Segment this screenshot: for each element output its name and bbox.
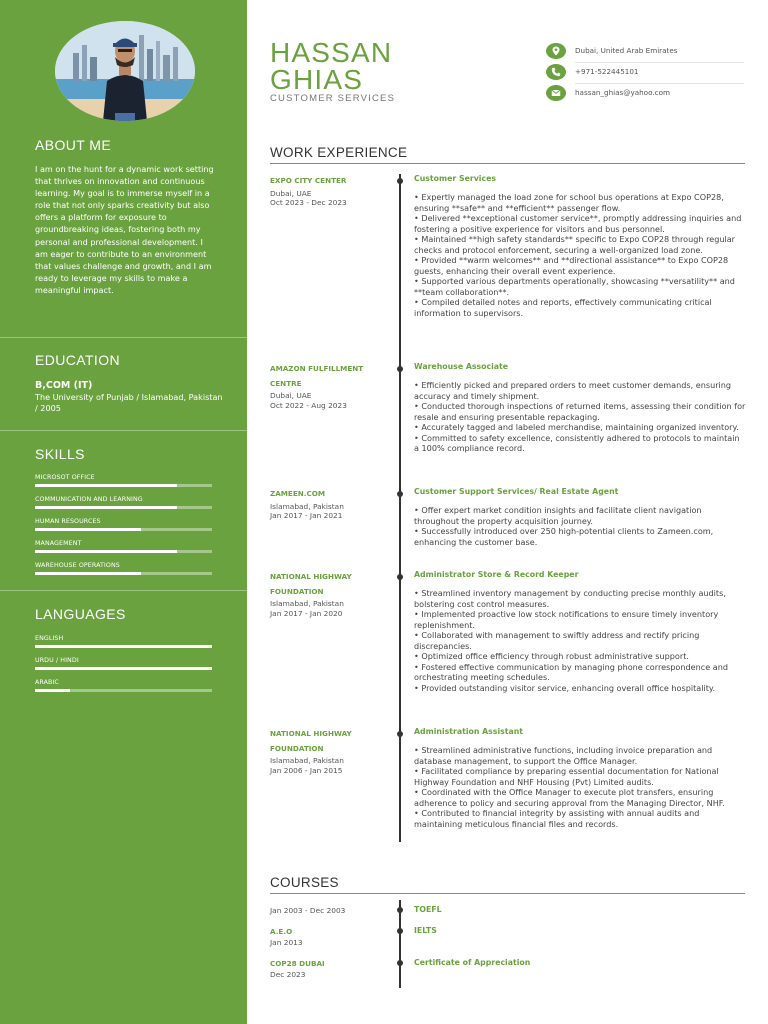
- job-bullet: • Streamlined inventory management by conducting precise monthly audits, bolstering cost control measures.: [414, 588, 726, 609]
- timeline-dot: [397, 731, 403, 737]
- divider: [0, 337, 247, 338]
- job-title: Customer Services: [414, 174, 497, 183]
- language-bar: [35, 689, 212, 692]
- skill-name: COMMUNICATION AND LEARNING: [35, 496, 143, 503]
- section-rule: [270, 163, 745, 164]
- language-bar: [35, 645, 212, 648]
- language-item: [35, 679, 212, 692]
- skill-name: MANAGEMENT: [35, 540, 82, 547]
- mail-icon: [546, 85, 566, 101]
- job-location: Islamabad, Pakistan: [270, 756, 344, 765]
- course-name: IELTS: [414, 926, 437, 935]
- job-location: Dubai, UAE: [270, 188, 312, 198]
- timeline-dot: [397, 907, 403, 913]
- divider: [0, 590, 247, 591]
- skills-heading: SKILLS: [35, 446, 85, 462]
- course-name: Certificate of Appreciation: [414, 958, 531, 967]
- job-company: [270, 362, 388, 410]
- skill-name: WAREHOUSE OPERATIONS: [35, 562, 120, 569]
- job-bullet: • Coordinated with the Office Manager to execute plot transfers, ensuring adherence to policy and securing approval from the Managing Director, NHF.: [414, 787, 725, 808]
- divider: [575, 62, 744, 63]
- job-bullet: • Provided **warm welcomes** and **directional assistance** to Expo COP28 guests, enhancing their overall event experience.: [414, 255, 729, 276]
- sidebar: [0, 0, 247, 1024]
- job-bullet: • Optimized office efficiency through robust administrative support.: [414, 651, 689, 661]
- timeline-dot: [397, 960, 403, 966]
- course-name: TOEFL: [414, 905, 442, 914]
- skill-bar: [35, 484, 212, 487]
- job-description: [414, 192, 747, 318]
- course-dates: Jan 2003 - Dec 2003: [270, 906, 346, 915]
- company-name: AMAZON FULFILLMENT CENTRE: [270, 364, 364, 388]
- job-dates: Jan 2017 - Jan 2021: [270, 511, 343, 520]
- education-institution: The University of Punjab / Islamabad, Pakistan / 2005: [35, 392, 223, 413]
- skill-item: [35, 474, 212, 487]
- course-dates: Jan 2013: [270, 938, 303, 947]
- job-bullet: • Conducted thorough inspections of returned items, assessing their condition for resale and ensuring presentable repackaging.: [414, 401, 746, 422]
- location-pin-icon: [546, 43, 566, 59]
- job-bullet: • Streamlined administrative functions, including invoice preparation and database management, to support the Office Manager.: [414, 745, 713, 766]
- profile-photo: [55, 21, 195, 121]
- about-heading: ABOUT ME: [35, 137, 112, 153]
- skill-item: [35, 540, 212, 553]
- job-dates: Oct 2023 - Dec 2023: [270, 198, 347, 207]
- job-description: [414, 745, 747, 829]
- job-location: Islamabad, Pakistan: [270, 599, 344, 608]
- job-bullet: • Collaborated with management to swiftly address and rectify pricing discrepancies.: [414, 630, 700, 651]
- job-description: [414, 380, 747, 454]
- job-bullet: • Contributed to financial integrity by assisting with annual audits and maintaining meticulous financial files and records.: [414, 808, 700, 829]
- phone-icon: [546, 64, 566, 80]
- course-entry-left: [270, 905, 388, 916]
- skill-bar-fill: [35, 550, 177, 553]
- education-heading: EDUCATION: [35, 352, 121, 368]
- section-rule: [270, 893, 745, 894]
- job-title: Administrator Store & Record Keeper: [414, 570, 579, 579]
- job-bullet: • Successfully introduced over 250 high-potential clients to Zameen.com, enhancing the customer base.: [414, 526, 714, 547]
- skill-bar-fill: [35, 572, 141, 575]
- divider: [575, 83, 744, 84]
- job-dates: Oct 2022 - Aug 2023: [270, 400, 347, 410]
- skill-bar-fill: [35, 528, 141, 531]
- course-dates: Dec 2023: [270, 970, 306, 979]
- job-bullet: • Compiled detailed notes and reports, effectively communicating critical information to supervisors.: [414, 297, 712, 318]
- skill-bar: [35, 506, 212, 509]
- timeline-dot: [397, 178, 403, 184]
- job-company: [270, 570, 388, 618]
- timeline-dot: [397, 491, 403, 497]
- job-description: [414, 588, 747, 693]
- company-name: ZAMEEN.COM: [270, 489, 326, 498]
- job-company: [270, 727, 388, 775]
- timeline-dot: [397, 928, 403, 934]
- contact-location: [546, 43, 744, 63]
- job-bullet: • Offer expert market condition insights and facilitate client navigation throughout the property acquisition journey.: [414, 505, 702, 526]
- education-degree: B,COM (IT): [35, 380, 93, 391]
- work-experience-heading: WORK EXPERIENCE: [270, 145, 408, 160]
- language-bar: [35, 667, 212, 670]
- job-location: Dubai, UAE: [270, 391, 312, 400]
- contact-email-text[interactable]: hassan_ghias@yahoo.com: [575, 88, 670, 97]
- course-institution: COP28 DUBAI: [270, 959, 325, 968]
- first-name: HASSAN: [270, 37, 393, 68]
- about-text: I am on the hunt for a dynamic work setting that thrives on innovation and continuous learning. My goal is to immerse myself in a role that not only sparks creativity but also offers a platform for exposure to groundbreaking ideas, fostering both my personal and professional development. I am eager to contribute to an environment that values challenge and growth, and I am ready to leverage my skills to make a meaningful impact.: [35, 164, 214, 295]
- job-company: [270, 174, 388, 208]
- job-bullet: • Efficiently picked and prepared orders to meet customer demands, ensuring accuracy and timely shipment.: [414, 380, 732, 401]
- job-bullet: • Accurately tagged and labeled merchandise, maintaining organized inventory.: [414, 422, 739, 432]
- job-title: Administration Assistant: [414, 727, 524, 736]
- language-name: ENGLISH: [35, 635, 64, 642]
- skill-name: MICROSOT OFFICE: [35, 474, 95, 481]
- skill-name: HUMAN RESOURCES: [35, 518, 101, 525]
- job-location: Islamabad, Pakistan: [270, 501, 344, 511]
- skill-bar: [35, 550, 212, 553]
- job-bullet: • Facilitated compliance by preparing essential documentation for National Highway Foundation and NHF Housing (Pvt) Limited audits.: [414, 766, 719, 787]
- job-role: CUSTOMER SERVICES: [270, 93, 396, 104]
- contact-email: [546, 85, 744, 105]
- contact-phone-text: +971-522445101: [575, 67, 639, 76]
- courses-timeline: [399, 900, 401, 988]
- skill-bar: [35, 572, 212, 575]
- skill-bar: [35, 528, 212, 531]
- job-description: [414, 505, 747, 547]
- job-bullet: • Supported various departments operationally, showcasing **versatility** and **team collaboration**.: [414, 276, 735, 297]
- timeline-dot: [397, 574, 403, 580]
- job-bullet: • Maintained **high safety standards** specific to Expo COP28 through regular checks and protocol enforcement, securing a well-organized load zone.: [414, 234, 736, 255]
- course-entry-left: [270, 926, 388, 948]
- company-name: NATIONAL HIGHWAY FOUNDATION: [270, 729, 352, 753]
- job-bullet: • Delivered **exceptional customer service**, promptly addressing inquiries and fostering a positive experience for visitors and bus personnel.: [414, 213, 742, 234]
- divider: [0, 430, 247, 431]
- skill-bar-fill: [35, 506, 177, 509]
- contact-phone: [546, 64, 744, 84]
- job-bullet: • Implemented proactive low stock notifications to ensure timely inventory replenishment.: [414, 609, 719, 630]
- courses-heading: COURSES: [270, 875, 339, 890]
- company-name: NATIONAL HIGHWAY FOUNDATION: [270, 572, 352, 596]
- job-dates: Jan 2006 - Jan 2015: [270, 765, 343, 775]
- job-bullet: • Expertly managed the load zone for school bus operations at Expo COP28, ensuring **safe** and **efficient** passenger flow.: [414, 192, 724, 213]
- experience-timeline: [399, 174, 401, 842]
- job-dates: Jan 2017 - Jan 2020: [270, 608, 343, 618]
- timeline-dot: [397, 366, 403, 372]
- job-bullet: • Fostered effective communication by managing phone correspondence and orchestrating meeting schedules.: [414, 661, 728, 682]
- last-name: GHIAS: [270, 64, 364, 95]
- skill-item: [35, 562, 212, 575]
- contact-location-text: Dubai, United Arab Emirates: [575, 46, 678, 55]
- course-institution: A.E.O: [270, 927, 293, 936]
- languages-heading: LANGUAGES: [35, 606, 126, 622]
- language-item: [35, 657, 212, 670]
- job-title: Customer Support Services/ Real Estate Agent: [414, 487, 619, 496]
- job-title: Warehouse Associate: [414, 362, 509, 371]
- job-company: [270, 487, 388, 521]
- language-name: URDU / HINDI: [35, 657, 79, 664]
- language-bar-fill: [35, 689, 70, 692]
- language-bar-fill: [35, 667, 212, 670]
- skill-item: [35, 496, 212, 509]
- job-bullet: • Provided outstanding visitor service, enhancing overall office hospitality.: [414, 682, 716, 693]
- skill-item: [35, 518, 212, 531]
- language-item: [35, 635, 212, 648]
- company-name: EXPO CITY CENTER: [270, 176, 347, 185]
- course-entry-left: [270, 958, 388, 980]
- language-bar-fill: [35, 645, 212, 648]
- job-bullet: • Committed to safety excellence, consistently adhered to protocols to maintain a 100% compliance record.: [414, 432, 740, 453]
- language-name: ARABIC: [35, 679, 59, 686]
- skill-bar-fill: [35, 484, 177, 487]
